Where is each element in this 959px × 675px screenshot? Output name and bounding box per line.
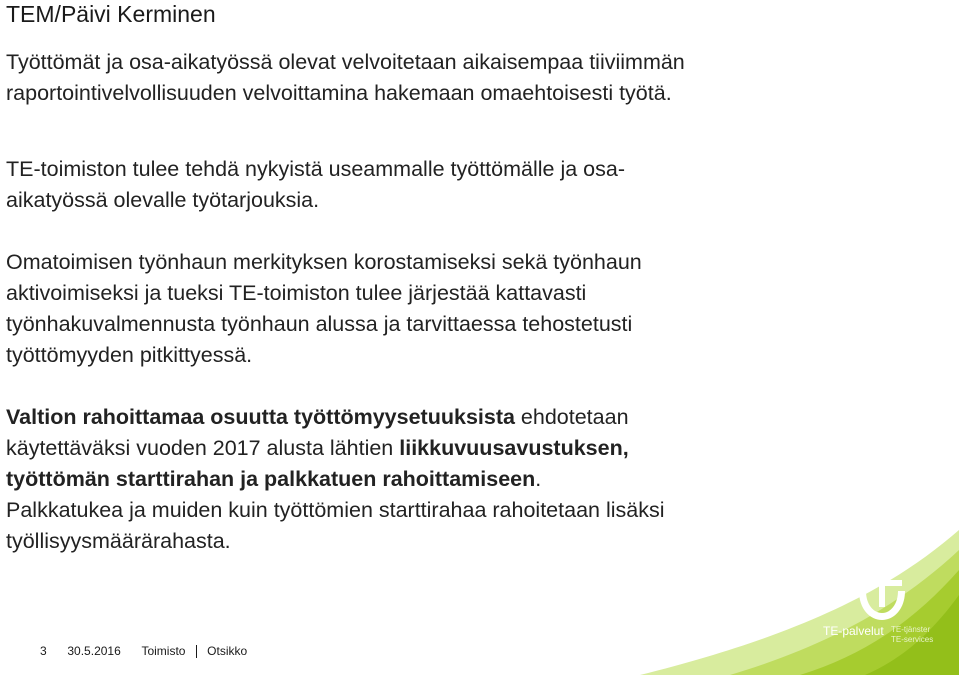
paragraph-job-search-coaching (6, 247, 906, 371)
paragraph-line: Työttömät ja osa-aikatyössä olevat velvoitetaan aikaisempaa tiiviimmän (6, 50, 685, 74)
text-phrase: ehdotetaan (514, 405, 629, 429)
text-phrase: . (535, 467, 542, 491)
footer-divider (196, 645, 197, 658)
paragraph-line: aktivoimiseksi ja tueksi TE-toimiston tulee järjestää kattavasti (6, 281, 587, 305)
paragraph-line (6, 433, 906, 464)
paragraph-job-offers (6, 154, 906, 216)
paragraph-line (6, 464, 906, 495)
paragraph-line (6, 402, 906, 433)
bold-phrase: liikkuvuusavustuksen, (399, 436, 629, 460)
paragraph-line: aikatyössä olevalle työtarjouksia. (6, 188, 320, 212)
paragraph-line: työttömyyden pitkittyessä. (6, 343, 253, 367)
paragraph-line: Omatoimisen työnhaun merkityksen korostamiseksi sekä työnhaun (6, 250, 642, 274)
paragraph-line: Palkkatukea ja muiden kuin työttömien starttirahaa rahoitetaan lisäksi (6, 498, 665, 522)
paragraph-reporting-obligation (6, 47, 906, 109)
paragraph-line: raportointivelvollisuuden velvoittamina hakemaan omaehtoisesti työtä. (6, 81, 672, 105)
brand-subtitle-line: TE-services (891, 635, 934, 644)
bold-phrase: Valtion rahoittamaa osuutta työttömyysetuuksista (6, 405, 515, 429)
text-phrase: käytettäväksi vuoden 2017 alusta lähtien (6, 436, 400, 460)
paragraph-line: työllisyysmäärärahasta. (6, 529, 231, 553)
bold-phrase: työttömän starttirahan ja palkkatuen rahoittamiseen (6, 467, 536, 491)
footer-date: 30.5.2016 (67, 644, 121, 658)
slide-header-title: TEM/Päivi Kerminen (6, 1, 216, 27)
footer-slide-label: Otsikko (207, 644, 248, 658)
slide-footer (40, 643, 247, 659)
brand-subtitle (891, 625, 933, 645)
brand-name: TE-palvelut (823, 624, 884, 638)
footer-organization: Toimisto (141, 644, 186, 658)
brand-subtitle-line: TE-tjänster (891, 625, 931, 634)
paragraph-line: TE-toimiston tulee tehdä nykyistä useammalle työttömälle ja osa- (6, 157, 625, 181)
te-palvelut-logo-icon (856, 575, 908, 625)
brand-green-swoosh (640, 520, 959, 675)
paragraph-line: työnhakuvalmennusta työnhaun alussa ja tarvittaessa tehostetusti (6, 312, 633, 336)
page-number: 3 (40, 644, 47, 658)
